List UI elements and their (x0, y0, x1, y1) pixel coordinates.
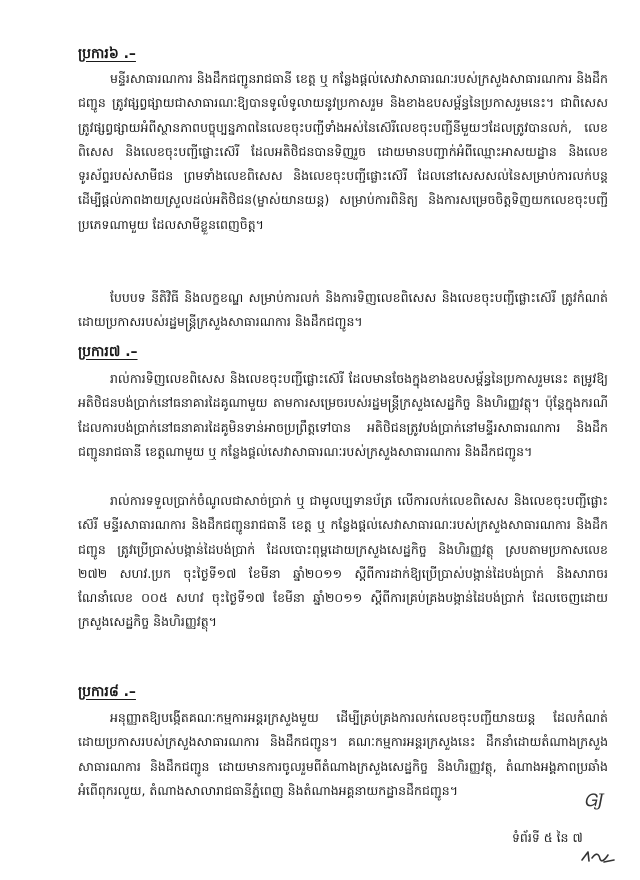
handwritten-initials: ᏀJ (584, 791, 604, 811)
article-6-paragraph-2: បែបបទ នីតិវិធី និងលក្ខខណ្ឌ សម្រាប់ការលក់ និងការទិញលេខពិសេស និងលេខចុះបញ្ជីផ្លោះស៊េរី ត្រូវកំណត់ដោយប្រកាសរបស់រដ្ឋមន្ត្រីក្រសួងសាធារណការ និងដឹកជញ្ជូន។ (78, 290, 608, 330)
page-number: ទំព័រទី ៥ នៃ ៧ (512, 830, 583, 845)
article-6-paragraph-1: មន្ទីរសាធារណការ និងដឹកជញ្ជូនរាជធានី ខេត្ត ឬ កន្លែងផ្តល់សេវាសាធារណៈរបស់ក្រសួងសាធារណការ និងដឹកជញ្ជូន ត្រូវផ្សព្វផ្សាយជាសាធារណៈឱ្យបានទូលំទូលាយនូវប្រកាសរួម និងខាងឧបសម្ព័ន្ធនៃប្រកាសរួមនេះ។ ជាពិសេស ត្រូវផ្សព្វផ្សាយអំពីស្ថានភាពបច្ចុប្បន្នភាពនៃលេខចុះបញ្ជីទាំងអស់នៃស៊េរីលេខចុះបញ្ជីនីមួយៗដែលត្រូវបានលក់, លេខពិសេស និងលេខចុះបញ្ជីផ្លោះស៊េរី ដែលអតិថិជនបានទិញរួច ដោយមានបញ្ជាក់អំពីឈ្មោះអាសយដ្ឋាន និងលេខទូរស័ព្ទរបស់សាមីជន ព្រមទាំងលេខពិសេស និងលេខចុះបញ្ជីផ្លោះស៊េរី ដែលនៅសេសសល់នៃសម្រាប់ការលក់បន្ត ដើម្បីផ្តល់ភាពងាយស្រួលដល់អតិថិជន(ម្ចាស់យានយន្ត) សម្រាប់ការពិនិត្យ និងការសម្រេចចិត្តទិញយកលេខចុះបញ្ជីប្រភេទណាមួយ ដែលសាមីខ្លួនពេញចិត្ត។ (78, 71, 608, 232)
article-8-heading: ប្រការ៨ .– (78, 684, 136, 700)
article-6-heading: ប្រការ៦ .– (78, 46, 136, 62)
article-7-paragraph-2: រាល់ការទទួលប្រាក់ចំណូលជាសាច់ប្រាក់ ឬ ជាមូលប្បទានប័ត្រ លើការលក់លេខពិសេស និងលេខចុះបញ្ជីផ្លោះស៊េរី មន្ទីរសាធារណការ និងដឹកជញ្ជូនរាជធានី ខេត្ត ឬ កន្លែងផ្តល់សេវាសាធារណៈរបស់ក្រសួងសាធារណការ និងដឹកជញ្ជូន ត្រូវប្រើប្រាស់បង្កាន់ដៃបង់ប្រាក់ ដែលបោះពុម្ពដោយក្រសួងសេដ្ឋកិច្ច និងហិរញ្ញវត្ថុ ស្របតាមប្រកាសលេខ ២៧២ សហវ.ប្រក ចុះថ្ងៃទី១៧ ខែមីនា ឆ្នាំ២០១១ ស្តីពីការដាក់ឱ្យប្រើប្រាស់បង្កាន់ដៃបង់ប្រាក់ និងសារាចរណែនាំលេខ ០០៥ សហវ ចុះថ្ងៃទី១៧ ខែមីនា ឆ្នាំ២០១១ ស្តីពីការគ្រប់គ្រងបង្កាន់ដៃបង់ប្រាក់ ដែលចេញដោយក្រសួងសេដ្ឋកិច្ច និងហិរញ្ញវត្ថុ។ (78, 493, 608, 630)
signature-mark (578, 846, 618, 868)
article-7-paragraph-1: រាល់ការទិញលេខពិសេស និងលេខចុះបញ្ជីផ្លោះស៊េរី ដែលមានចែងក្នុងខាងឧបសម្ព័ន្ធនៃប្រកាសរួមនេះ តម្រូវឱ្យអតិថិជនបង់ប្រាក់នៅធនាគារដៃគូណាមួយ តាមការសម្រេចរបស់រដ្ឋមន្ត្រីក្រសួងសេដ្ឋកិច្ច និងហិរញ្ញវត្ថុ។ ប៉ុន្តែក្នុងករណីដែលការបង់ប្រាក់នៅធនាគារដៃគូមិនទាន់អាចប្រព្រឹត្តទៅបាន អតិថិជនត្រូវបង់ប្រាក់នៅមន្ទីរសាធារណការ និងដឹកជញ្ជូនរាជធានី ខេត្តណាមួយ ឬ កន្លែងផ្តល់សេវាសាធារណៈរបស់ក្រសួងសាធារណការ និងដឹកជញ្ជូន។ (78, 371, 608, 459)
article-7-heading: ប្រការ៧ .– (78, 344, 138, 360)
article-8-paragraph-1: អនុញ្ញាតឱ្យបង្កើតគណៈកម្មការអន្តរក្រសួងមួយ ដើម្បីគ្រប់គ្រងការលក់លេខចុះបញ្ជីយានយន្ត ដែលកំណត់ដោយប្រកាសរបស់ក្រសួងសាធារណការ និងដឹកជញ្ជូន។ គណៈកម្មការអន្តរក្រសួងនេះ ដឹកនាំដោយតំណាងក្រសួងសាធារណការ និងដឹកជញ្ជូន ដោយមានការចូលរួមពីតំណាងក្រសួងសេដ្ឋកិច្ច និងហិរញ្ញវត្ថុ, តំណាងអង្គភាពប្រឆាំងអំពើពុករលួយ, តំណាងសាលារាជធានីភ្នំពេញ និងតំណាងអគ្គនាយកដ្ឋានដឹកជញ្ជូន។ (78, 710, 608, 798)
